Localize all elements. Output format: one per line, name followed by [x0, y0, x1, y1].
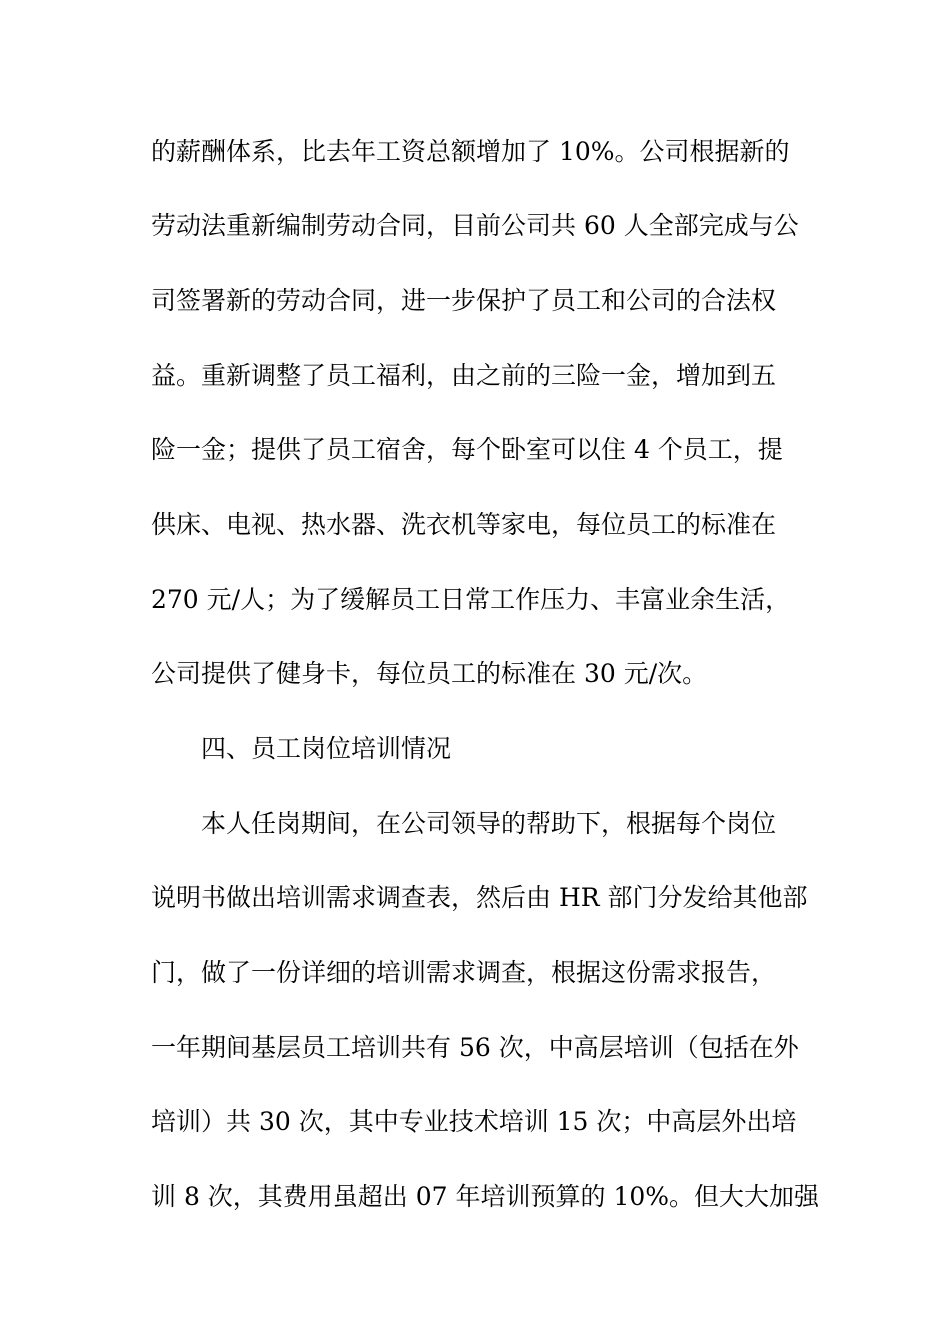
paragraph-line: 劳动法重新编制劳动合同，目前公司共 60 人全部完成与公: [151, 211, 799, 240]
paragraph-line: 说明书做出培训需求调查表，然后由 HR 部门分发给其他部: [151, 883, 808, 912]
paragraph-line: 270 元/人；为了缓解员工日常工作压力、丰富业余生活，: [151, 585, 791, 614]
paragraph-line: 司签署新的劳动合同，进一步保护了员工和公司的合法权: [151, 286, 777, 315]
paragraph-line: 险一金；提供了员工宿舍，每个卧室可以住 4 个员工，提: [151, 435, 783, 464]
paragraph-line: 门，做了一份详细的培训需求调查，根据这份需求报告，: [151, 958, 777, 987]
paragraph-line: 公司提供了健身卡，每位员工的标准在 30 元/次。: [151, 659, 708, 688]
paragraph-line: 本人任岗期间，在公司领导的帮助下，根据每个岗位: [201, 809, 777, 838]
paragraph-line: 的薪酬体系，比去年工资总额增加了 10%。公司根据新的: [151, 137, 790, 166]
paragraph-line: 供床、电视、热水器、洗衣机等家电，每位员工的标准在: [151, 510, 777, 539]
paragraph-line: 一年期间基层员工培训共有 56 次，中高层培训（包括在外: [151, 1033, 799, 1062]
paragraph-line: 培训）共 30 次，其中专业技术培训 15 次；中高层外出培: [151, 1107, 797, 1136]
paragraph-line: 训 8 次，其费用虽超出 07 年培训预算的 10%。但大大加强: [151, 1182, 820, 1211]
paragraph-line: 益。重新调整了员工福利，由之前的三险一金，增加到五: [151, 361, 777, 390]
section-heading: 四、员工岗位培训情况: [201, 734, 452, 763]
